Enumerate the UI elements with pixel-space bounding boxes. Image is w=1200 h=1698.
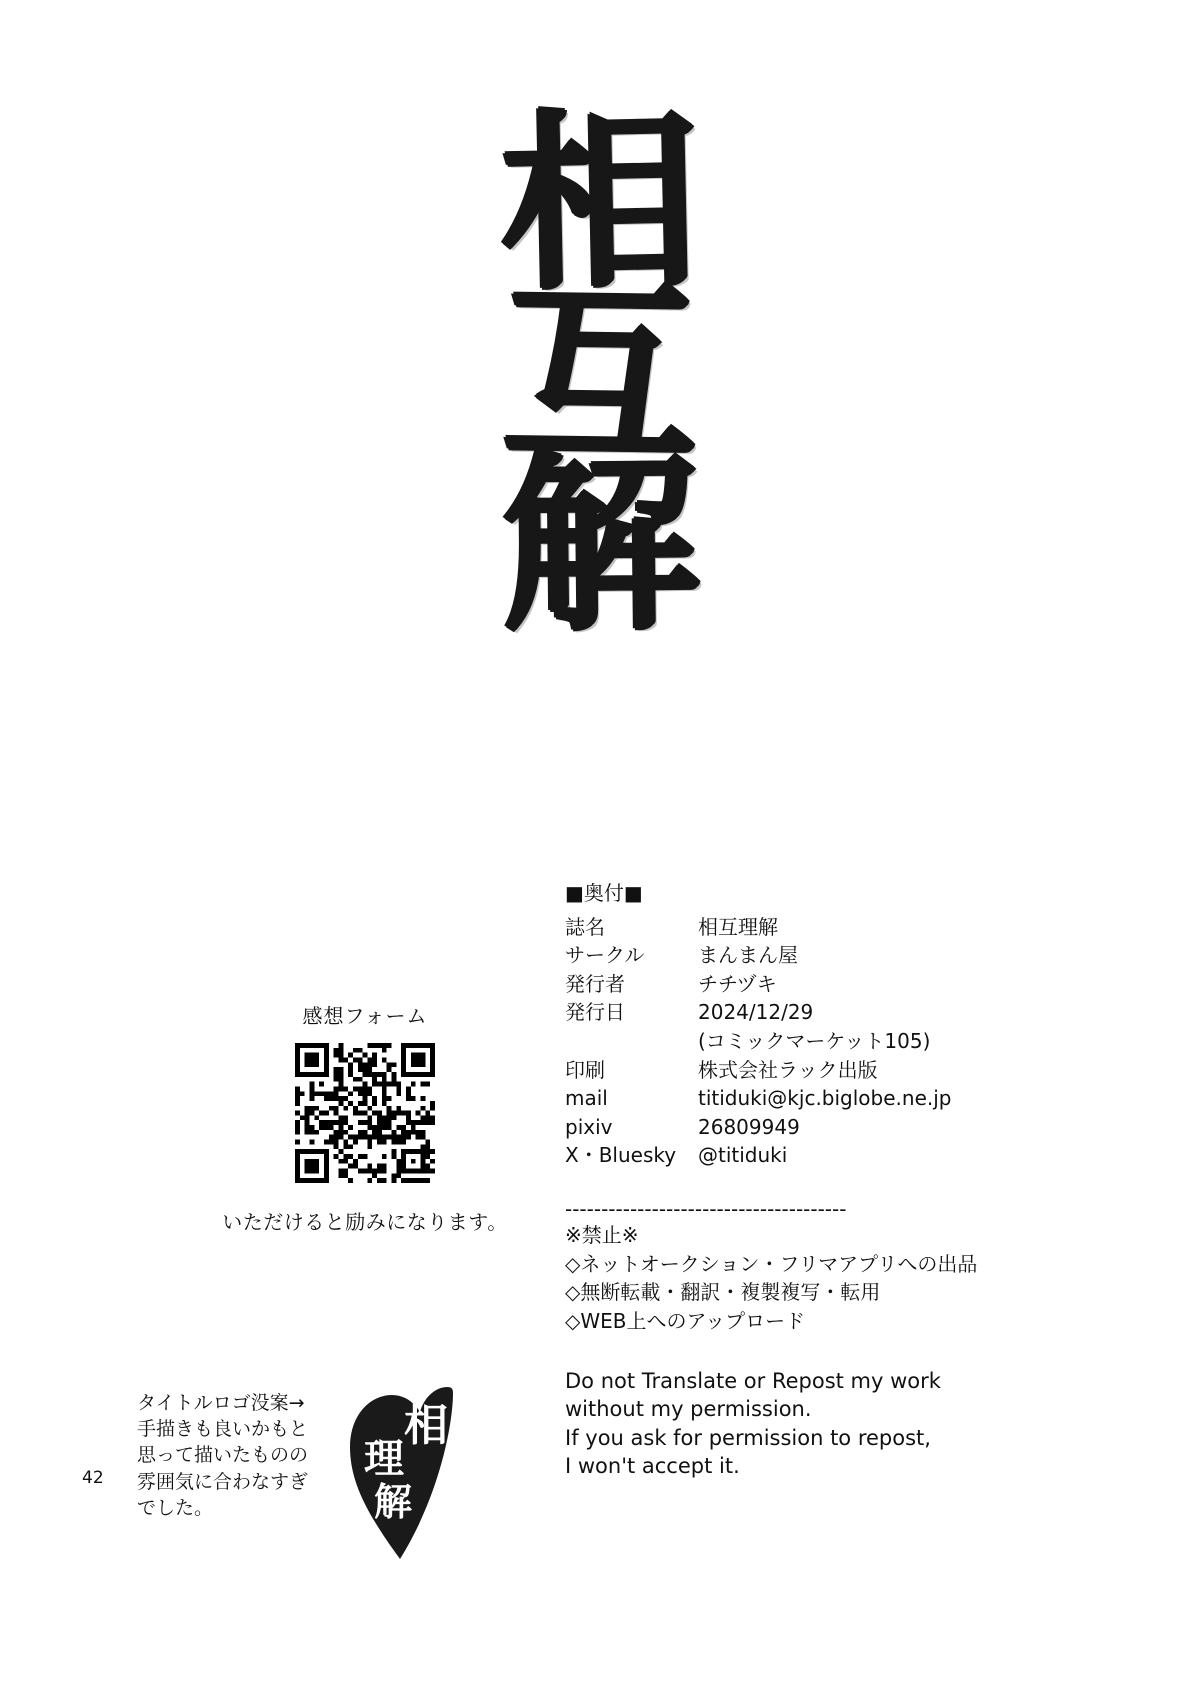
bottom-note-line-2: 手描きも良いかもと xyxy=(137,1418,309,1441)
colophon-row-author xyxy=(565,971,1165,999)
colophon-value-date: 2024/12/29 xyxy=(698,1000,814,1025)
bottom-note-line-3: 思って描いたものの xyxy=(137,1444,309,1467)
colophon-row-pixiv xyxy=(565,1114,1165,1142)
feedback-form-heading: 感想フォーム xyxy=(302,1004,428,1028)
colophon-row-printer xyxy=(565,1057,1165,1085)
colophon-label-date: 発行日 xyxy=(565,1000,625,1025)
colophon-value-circle: まんまん屋 xyxy=(698,943,798,968)
bottom-note-line-5: でした。 xyxy=(137,1496,214,1519)
colophon-row-date xyxy=(565,999,1165,1027)
colophon-value-title: 相互理解 xyxy=(698,914,778,939)
section-divider: --------------------------------------- xyxy=(565,1196,847,1220)
colophon-label-pixiv: pixiv xyxy=(565,1114,613,1139)
colophon-heading: ■奥付■ xyxy=(565,881,643,905)
colophon-value-author: チチヅキ xyxy=(698,971,777,996)
colophon-value-mail[interactable]: titiduki@kjc.biglobe.ne.jp xyxy=(698,1086,952,1111)
bottom-note-line-4: 雰囲気に合わなすぎ xyxy=(137,1470,309,1493)
colophon-label-author: 発行者 xyxy=(565,971,625,996)
colophon-label-title: 誌名 xyxy=(565,914,605,939)
colophon-value-social[interactable]: @titiduki xyxy=(698,1143,788,1168)
english-notice-line-2: without my permission. xyxy=(565,1397,812,1422)
heart-logo-char-1: 相 xyxy=(404,1400,448,1451)
colophon-block xyxy=(565,880,1165,1480)
forbidden-item-1: ◇ネットオークション・フリマアプリへの出品 xyxy=(565,1251,978,1276)
title-logo-char-1: 相 xyxy=(497,88,703,317)
colophon-row-circle xyxy=(565,942,1165,970)
heart-logo-char-2: 理 xyxy=(364,1435,404,1482)
english-notice-line-1: Do not Translate or Repost my work xyxy=(565,1369,941,1394)
feedback-form-block xyxy=(215,1000,515,1235)
colophon-value-printer: 株式会社ラック出版 xyxy=(698,1057,878,1082)
bottom-note-line-1: タイトルロゴ没案→ xyxy=(137,1392,305,1414)
bottom-note-block xyxy=(137,1390,367,1521)
colophon-row-title xyxy=(565,914,1165,942)
colophon-label-circle: サークル xyxy=(565,943,645,968)
forbidden-item-2: ◇無断転載・翻訳・複製複写・転用 xyxy=(565,1280,881,1305)
forbidden-item-3: ◇WEB上へのアップロード xyxy=(565,1308,806,1333)
heart-logo-char-3: 解 xyxy=(374,1479,413,1524)
title-logo-char-2: 互 xyxy=(500,261,700,488)
heart-logo xyxy=(348,1375,453,1560)
english-notice-block xyxy=(565,1367,1165,1480)
colophon-value-pixiv[interactable]: 26809949 xyxy=(698,1114,800,1139)
page-number: 42 xyxy=(82,1468,104,1488)
english-notice-line-4: I won't accept it. xyxy=(565,1453,740,1478)
qr-code-icon[interactable] xyxy=(295,1043,435,1183)
colophon-row-mail xyxy=(565,1085,1165,1113)
feedback-form-caption: いただけると励みになります。 xyxy=(222,1210,508,1234)
heart-icon xyxy=(348,1375,453,1560)
english-notice-line-3: If you ask for permission to repost, xyxy=(565,1425,931,1450)
colophon-label-social: X・Bluesky xyxy=(565,1143,677,1168)
colophon-date-event: (コミックマーケット105) xyxy=(698,1028,931,1053)
colophon-label-mail: mail xyxy=(565,1086,608,1111)
title-logo xyxy=(450,88,750,790)
colophon-row-social xyxy=(565,1142,1165,1170)
colophon-label-printer: 印刷 xyxy=(565,1057,605,1082)
forbidden-heading: ※禁止※ xyxy=(565,1222,639,1247)
title-logo-char-3: 解 xyxy=(500,432,700,658)
